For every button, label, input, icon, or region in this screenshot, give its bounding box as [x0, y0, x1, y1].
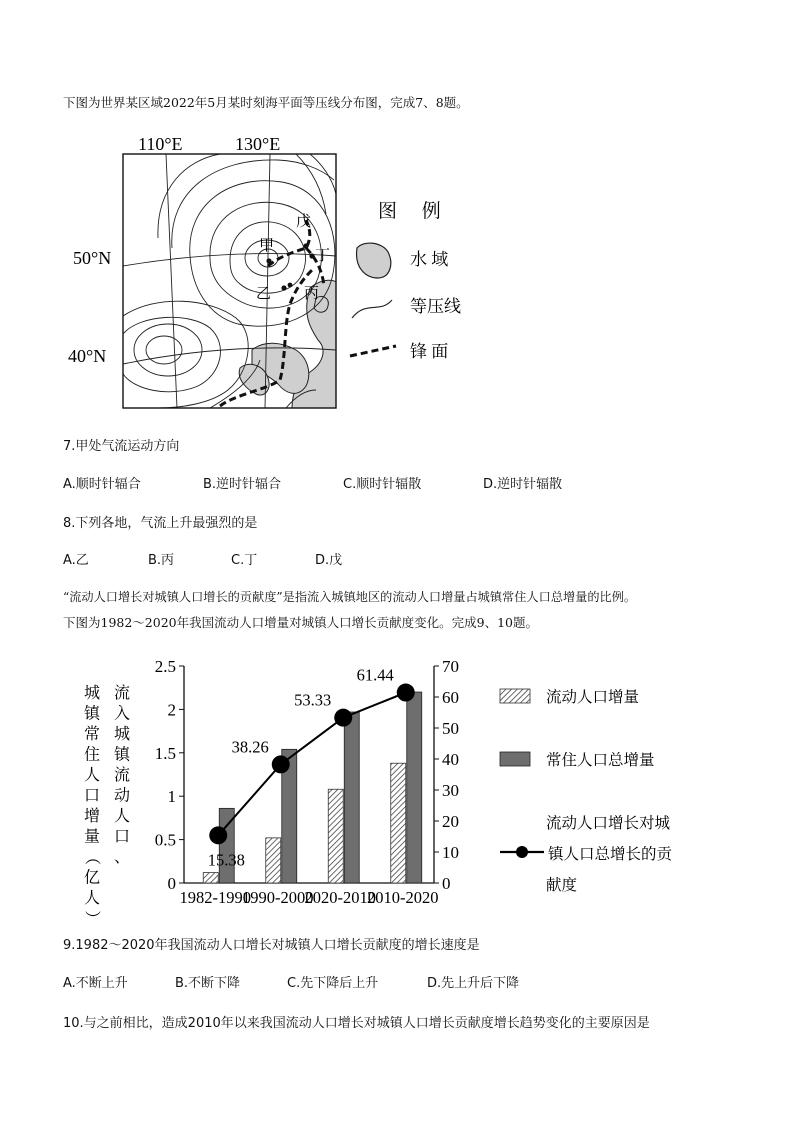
left-axis-title-outer-char: 量 — [83, 828, 101, 846]
intro-text-2-line-1: “流动人口增长对城镇人口增长的贡献度”是指流入城镇地区的流动人口增量占城镇常住人口总增量的比例。 — [63, 590, 637, 604]
legend-contribution-label-line: 献度 — [546, 877, 578, 894]
legend-contribution-label-line: 镇人口总增长的贡 — [548, 846, 673, 863]
x-category-label: 1990-2000 — [242, 888, 314, 907]
legend-flow-swatch — [500, 689, 530, 703]
bar-resident-increment — [407, 692, 422, 883]
left-tick-label: 0.5 — [154, 830, 176, 850]
left-axis-title-outer-char: 住 — [83, 746, 101, 764]
contribution-data-label: 38.26 — [231, 737, 269, 757]
point-jia-dot — [266, 258, 271, 263]
contribution-data-label: 15.38 — [207, 850, 245, 870]
parallel-50 — [123, 254, 336, 266]
left-axis-title-outer-char: 常 — [83, 726, 101, 743]
left-axis-title-outer-char: 城 — [83, 685, 101, 702]
left-axis-title-outer-char: ） — [83, 910, 100, 927]
right-tick-label: 10 — [442, 843, 459, 862]
legend-isobar-label: 等压线 — [410, 297, 461, 316]
legend-resident-label: 常住人口总增量 — [546, 752, 655, 769]
left-axis-title-inner-char: 口 — [113, 828, 131, 846]
contribution-data-label: 61.44 — [356, 665, 394, 685]
contribution-point — [397, 684, 415, 702]
legend-contribution-label-line: 流动人口增长对城 — [546, 815, 671, 832]
legend-flow-label: 流动人口增量 — [546, 689, 640, 706]
contribution-point — [334, 709, 352, 727]
legend-water-swatch — [357, 243, 391, 278]
bar-resident-increment — [344, 712, 359, 883]
question-10-stem: 10.与之前相比，造成2010年以来我国流动人口增长对城镇人口增长贡献度增长趋势变化的主要原因是 — [63, 1016, 650, 1031]
point-wu-label: 戊 — [296, 214, 312, 230]
bar-flow-increment — [328, 789, 343, 883]
right-tick-label: 0 — [442, 874, 451, 893]
x-category-label: 2020-2010 — [304, 888, 376, 907]
point-ding-label: 丁 — [315, 248, 331, 264]
lon-label-110: 110°E — [138, 134, 183, 154]
question-9-option-a: A.不断上升 — [63, 976, 128, 991]
point-ding-dot — [303, 243, 308, 248]
question-8-option-b: B.丙 — [148, 553, 175, 568]
left-axis-title-outer-char: 人 — [83, 767, 101, 784]
left-tick-label: 1.5 — [154, 743, 176, 763]
question-7-option-a: A.顺时针辐合 — [63, 477, 141, 492]
question-7-stem: 7.甲处气流运动方向 — [63, 439, 180, 454]
intro-text-1: 下图为世界某区域2022年5月某时刻海平面等压线分布图，完成7、8题。 — [63, 95, 469, 110]
question-7-option-d: D.逆时针辐散 — [483, 477, 563, 492]
contribution-data-label: 53.33 — [294, 690, 332, 710]
right-tick-label: 70 — [442, 657, 459, 676]
contribution-chart — [60, 648, 710, 927]
legend-water-label: 水 域 — [410, 250, 449, 269]
question-7-option-b: B.逆时针辐合 — [203, 477, 282, 492]
lon-label-130: 130°E — [235, 134, 281, 154]
left-axis-title-inner-char: 城 — [113, 726, 131, 743]
question-9-option-d: D.先上升后下降 — [427, 976, 520, 991]
bar-flow-increment — [266, 838, 281, 883]
isobar-map — [60, 128, 490, 418]
lat-label-40: 40°N — [68, 346, 107, 366]
legend-resident-swatch — [500, 752, 530, 766]
intro-text-2-line-2: 下图为1982～2020年我国流动人口增量对城镇人口增长贡献度变化。完成9、10题。 — [63, 615, 538, 630]
contribution-line — [218, 690, 406, 836]
point-bing-dot — [309, 253, 314, 258]
left-axis-title-outer-char: 增 — [83, 808, 101, 825]
left-tick-label: 1 — [167, 787, 176, 807]
left-axis-title-outer-char: （ — [83, 848, 100, 866]
question-9-stem: 9.1982～2020年我国流动人口增长对城镇人口增长贡献度的增长速度是 — [63, 938, 480, 953]
question-8-stem: 8.下列各地，气流上升最强烈的是 — [63, 516, 258, 531]
legend-front-label: 锋 面 — [410, 342, 449, 361]
contribution-point — [272, 755, 290, 773]
left-tick-label: 0 — [167, 874, 176, 893]
question-9-option-c: C.先下降后上升 — [287, 976, 379, 991]
question-9-option-b: B.不断下降 — [175, 976, 241, 991]
left-tick-label: 2.5 — [154, 657, 176, 676]
point-yi-dot — [281, 285, 286, 290]
legend-front-swatch — [350, 346, 396, 356]
left-axis-title-inner-char: 入 — [113, 705, 131, 723]
left-axis-title-outer-char: 镇 — [83, 705, 101, 723]
point-yi2-dot — [288, 283, 293, 288]
left-axis-title-outer-char: 人 — [83, 890, 101, 907]
right-tick-label: 20 — [442, 812, 459, 831]
left-tick-label: 2 — [167, 700, 176, 720]
point-yi-label: 乙 — [256, 286, 272, 302]
lat-label-50: 50°N — [73, 248, 112, 268]
point-jia-label: 甲 — [259, 238, 275, 254]
bar-flow-increment — [391, 763, 406, 883]
question-8-option-d: D.戊 — [315, 553, 343, 568]
legend-line-dot — [516, 846, 528, 858]
left-axis-title-inner-char: 动 — [113, 787, 131, 805]
right-tick-label: 60 — [442, 688, 459, 707]
left-axis-title-inner-char: 人 — [113, 808, 131, 825]
bar-flow-increment — [203, 873, 218, 883]
x-category-label: 1982-1990 — [179, 888, 251, 907]
point-bing-label: 丙 — [304, 286, 320, 302]
left-axis-title-inner-char: 流 — [113, 767, 131, 784]
left-axis-title-outer-char: 亿 — [83, 869, 101, 887]
right-tick-label: 50 — [442, 719, 459, 738]
legend-isobar-swatch — [352, 300, 392, 318]
left-axis-title-inner-char: 流 — [113, 685, 131, 702]
left-axis-title-outer-char: 口 — [83, 787, 101, 805]
question-7-option-c: C.顺时针辐散 — [343, 477, 422, 492]
right-tick-label: 30 — [442, 781, 459, 800]
map-legend-title: 图 例 — [378, 201, 451, 222]
right-tick-label: 40 — [442, 750, 459, 769]
x-category-label: 2010-2020 — [367, 888, 439, 907]
question-8-option-a: A.乙 — [63, 553, 89, 568]
left-axis-title-inner-char: 、 — [113, 849, 131, 866]
left-axis-title-inner-char: 镇 — [113, 746, 131, 764]
contribution-point — [209, 826, 227, 844]
question-8-option-c: C.丁 — [231, 553, 258, 568]
